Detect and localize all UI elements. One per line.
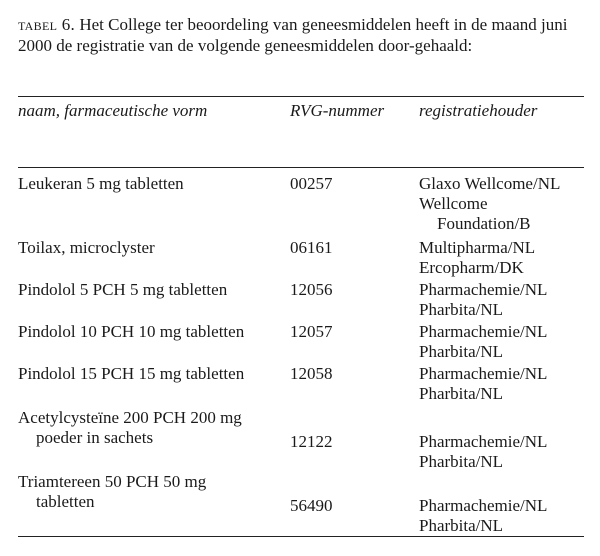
holder-line: Foundation/B	[437, 214, 531, 233]
header-holder: registratiehouder	[419, 101, 538, 120]
holder-line: Pharmachemie/NL	[419, 364, 548, 383]
row-name	[18, 322, 290, 342]
row-rvg: 12122	[290, 432, 333, 451]
holder-line: Wellcome	[419, 194, 488, 213]
row-holder	[419, 322, 589, 362]
holder-line: Pharbita/NL	[419, 452, 504, 471]
name-line: poeder in sachets	[36, 428, 154, 447]
name-line: Acetylcysteïne 200 PCH 200 mg	[18, 408, 242, 427]
row-holder	[419, 364, 589, 404]
table-bottom-rule	[18, 536, 584, 537]
name-line: Pindolol 10 PCH 10 mg tabletten	[18, 322, 245, 341]
holder-line: Pharmachemie/NL	[419, 432, 548, 451]
row-name	[18, 472, 290, 512]
holder-line: Ercopharm/DK	[419, 258, 524, 277]
name-line: Pindolol 15 PCH 15 mg tabletten	[18, 364, 245, 383]
row-name	[18, 174, 290, 194]
row-holder	[419, 432, 589, 472]
holder-line: Pharbita/NL	[419, 516, 504, 535]
header-rvg: RVG-nummer	[290, 101, 385, 120]
row-rvg: 00257	[290, 174, 333, 193]
holder-line: Multipharma/NL	[419, 238, 536, 257]
table-label: tabel 6.	[18, 15, 76, 34]
row-rvg: 56490	[290, 496, 333, 515]
row-rvg: 12057	[290, 322, 333, 341]
row-holder	[419, 496, 589, 536]
holder-line: Pharmachemie/NL	[419, 280, 548, 299]
row-name	[18, 280, 290, 300]
table-top-rule	[18, 96, 584, 97]
table-header-rule	[18, 167, 584, 168]
table-caption	[18, 14, 584, 56]
document-page	[18, 14, 584, 535]
header-name: naam, farmaceutische vorm	[18, 101, 208, 120]
name-line: Pindolol 5 PCH 5 mg tabletten	[18, 280, 228, 299]
name-line: tabletten	[36, 492, 95, 511]
name-line: Leukeran 5 mg tabletten	[18, 174, 184, 193]
row-holder	[419, 238, 589, 278]
name-line: Toilax, microclyster	[18, 238, 155, 257]
holder-line: Pharbita/NL	[419, 300, 504, 319]
row-rvg: 06161	[290, 238, 333, 257]
holder-line: Pharmachemie/NL	[419, 496, 548, 515]
caption-text: Het College ter beoordeling van geneesmiddelen heeft in de maand juni 2000 de registratie van de volgende geneesmiddelen door-gehaald:	[18, 15, 568, 55]
holder-line: Glaxo Wellcome/NL	[419, 174, 561, 193]
row-name	[18, 364, 290, 384]
holder-line: Pharbita/NL	[419, 384, 504, 403]
row-name	[18, 238, 290, 258]
row-rvg: 12056	[290, 280, 333, 299]
row-holder	[419, 280, 589, 320]
row-name	[18, 408, 290, 448]
row-rvg: 12058	[290, 364, 333, 383]
name-line: Triamtereen 50 PCH 50 mg	[18, 472, 207, 491]
holder-line: Pharbita/NL	[419, 342, 504, 361]
holder-line: Pharmachemie/NL	[419, 322, 548, 341]
row-holder	[419, 174, 589, 234]
